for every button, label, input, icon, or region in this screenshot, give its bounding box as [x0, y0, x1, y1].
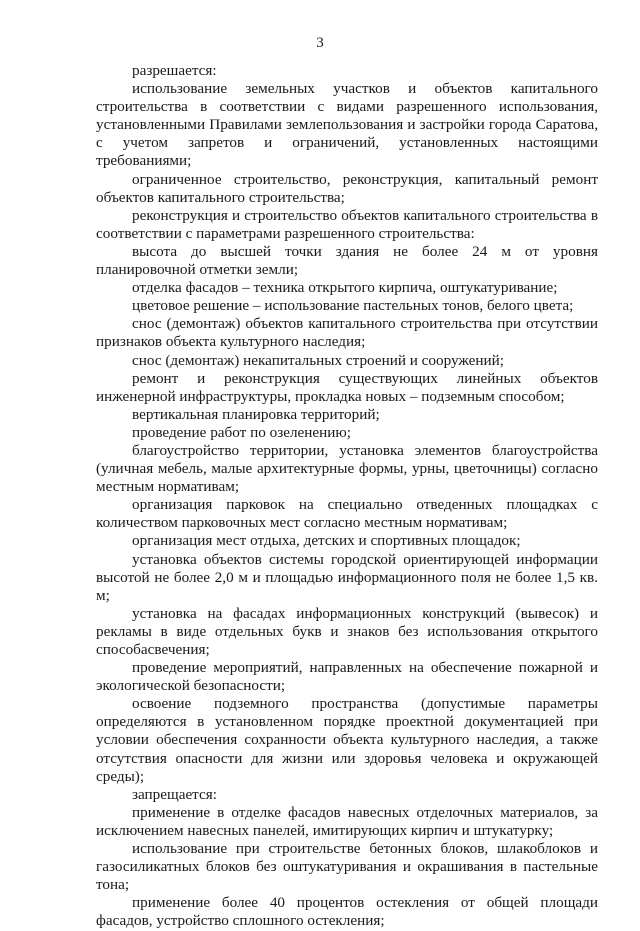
paragraph: применение в отделке фасадов навесных отделочных материалов, за исключением навесных панелей, имитирующих кирпич и штукатурку;: [96, 803, 598, 839]
paragraph: вертикальная планировка территорий;: [132, 405, 380, 423]
paragraph: снос (демонтаж) объектов капитального строительства при отсутствии признаков объекта культурного наследия;: [96, 315, 598, 351]
paragraph: ремонт и реконструкция существующих линейных объектов инженерной инфраструктуры, прокладка новых – подземным способом;: [96, 369, 598, 405]
paragraph-prohibited-heading: запрещается:: [132, 785, 217, 803]
page-number: 3: [316, 35, 324, 51]
paragraph: реконструкция и строительство объектов капитального строительства в соответствии с параметрами разрешенного строительства:: [96, 206, 598, 242]
paragraph: благоустройство территории, установка элементов благоустройства (уличная мебель, малые архитектурные формы, урны, цветочницы) согласно местным нормативам;: [96, 441, 598, 496]
paragraph: установка объектов системы городской ориентирующей информации высотой не более 2,0 м и площадью информационного поля не более 1,5 кв. м;: [96, 550, 598, 604]
paragraph: использование при строительстве бетонных блоков, шлакоблоков и газосиликатных блоков без оштукатуривания и окрашивания в пастельные тона;: [96, 840, 598, 894]
paragraph: проведение работ по озеленению;: [132, 423, 351, 441]
paragraph: высота до высшей точки здания не более 24 м от уровня планировочной отметки земли;: [96, 242, 598, 279]
document-body: [96, 62, 598, 931]
paragraph: ограниченное строительство, реконструкция, капитальный ремонт объектов капитального строительства;: [96, 170, 598, 206]
paragraph: использование земельных участков и объектов капитального строительства в соответствии с видами разрешенного использования, установленными Правилами землепользования и застройки города Саратова, с учетом запретов и ограничений, установленных настоящими требованиями;: [96, 80, 598, 170]
paragraph: применение более 40 процентов остекления от общей площади фасадов, устройство сплошного остекления;: [96, 894, 598, 930]
paragraph: цветовое решение – использование пастельных тонов, белого цвета;: [132, 297, 574, 315]
paragraph: проведение мероприятий, направленных на обеспечение пожарной и экологической безопасности;: [96, 659, 598, 695]
paragraph-permitted-heading: разрешается:: [132, 62, 217, 79]
paragraph: организация парковок на специально отведенных площадках с количеством парковочных мест согласно местным нормативам;: [96, 496, 598, 532]
paragraph: освоение подземного пространства (допустимые параметры определяются в установленном порядке проектной документацией при условии обеспечения сохранности объекта культурного наследия, а также отсутствия опасности для жизни или здоровья человека и окружающей среды);: [96, 695, 598, 785]
paragraph: снос (демонтаж) некапитальных строений и сооружений;: [132, 351, 505, 369]
paragraph: установка на фасадах информационных конструкций (вывесок) и рекламы в виде отдельных букв и знаков без использования открытого способасвечения;: [96, 604, 598, 658]
paragraph: организация мест отдыха, детских и спортивных площадок;: [132, 532, 521, 550]
paragraph: отделка фасадов – техника открытого кирпича, оштукатуривание;: [132, 279, 558, 297]
